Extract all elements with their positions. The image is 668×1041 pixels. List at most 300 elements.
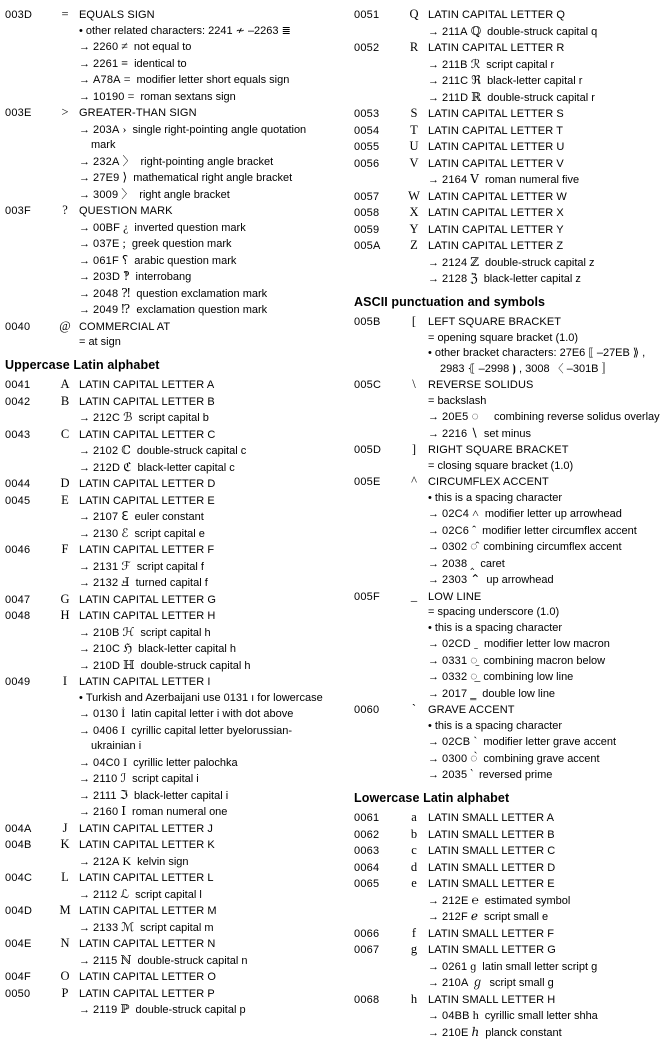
cross-ref-arrow-icon: → [79, 528, 90, 540]
character-name: LATIN CAPITAL LETTER K [79, 838, 331, 854]
cross-reference-line [5, 122, 331, 154]
bullet-icon: • [428, 492, 432, 504]
cross-ref-arrow-icon: → [79, 74, 90, 86]
cross-ref-glyph: ⁉ [121, 302, 130, 316]
informative-note-line [354, 346, 667, 377]
cross-ref-arrow-icon: → [79, 271, 90, 283]
cross-ref-code-point: 20E5 [442, 411, 469, 423]
cross-reference-line [5, 854, 331, 871]
cross-ref-glyph: ℚ [471, 24, 481, 38]
code-point: 0049 [5, 675, 51, 691]
char-entry-main-line [354, 442, 667, 459]
cross-ref-code-point: 27E9 [93, 172, 120, 184]
character-name: LOW LINE [428, 590, 667, 606]
character-glyph: I [51, 674, 79, 690]
cross-ref-arrow-icon: → [79, 660, 90, 672]
cross-ref-code-point: 00BF [93, 222, 120, 234]
cross-ref-glyph: Ⅎ [121, 575, 129, 589]
cross-reference-line [5, 187, 331, 204]
cross-ref-code-point: 2261 [93, 58, 118, 70]
code-point: 0056 [354, 157, 400, 173]
cross-reference-line [5, 953, 331, 970]
character-glyph: _ [400, 589, 428, 605]
cross-ref-code-point: 0332 [442, 671, 467, 683]
cross-ref-name: double-struck capital n [137, 955, 247, 967]
cross-ref-name: double-struck capital h [140, 660, 250, 672]
cross-ref-name: modifier letter low macron [484, 638, 610, 650]
alias-equals-icon: = [428, 460, 434, 472]
character-name: GRAVE ACCENT [428, 703, 667, 719]
cross-reference-line [5, 72, 331, 89]
cross-ref-name: single right-pointing angle quotation mark [91, 124, 306, 152]
cross-ref-arrow-icon: → [79, 790, 90, 802]
char-entry-main-line [5, 203, 331, 220]
char-entry-main-line [354, 205, 667, 222]
character-name: REVERSE SOLIDUS [428, 378, 667, 394]
char-entry-main-line [354, 156, 667, 173]
cross-ref-name: script capital m [140, 922, 213, 934]
cross-reference-line [354, 686, 667, 703]
char-entry [5, 969, 331, 986]
cross-ref-code-point: 2112 [93, 889, 117, 901]
cross-ref-arrow-icon: → [79, 445, 90, 457]
cross-ref-name: greek question mark [132, 238, 232, 250]
cross-ref-name: script capital h [140, 627, 210, 639]
cross-ref-name: cyrillic small letter shha [485, 1010, 598, 1022]
alias-equals-icon: = [428, 395, 434, 407]
cross-ref-code-point: 0300 [442, 753, 467, 765]
section-header: ASCII punctuation and symbols [354, 295, 667, 311]
character-glyph: T [400, 123, 428, 139]
cross-ref-name: identical to [134, 58, 187, 70]
char-entry-main-line [354, 992, 667, 1009]
character-glyph: D [51, 476, 79, 492]
cross-ref-code-point: 210D [93, 660, 120, 672]
cross-ref-glyph: ℨ [470, 271, 477, 285]
cross-reference-line [354, 57, 667, 74]
cross-ref-arrow-icon: → [79, 757, 90, 769]
alias-text: closing square bracket (1.0) [437, 460, 573, 472]
cross-ref-arrow-icon: → [428, 92, 439, 104]
cross-ref-code-point: 02CD [442, 638, 471, 650]
cross-reference-line [354, 975, 667, 992]
cross-ref-glyph: ℭ [123, 460, 131, 474]
cross-ref-arrow-icon: → [428, 1010, 439, 1022]
cross-ref-arrow-icon: → [428, 273, 439, 285]
cross-ref-glyph: ⁈ [121, 286, 130, 300]
char-entry-main-line [354, 827, 667, 844]
character-glyph: F [51, 542, 79, 558]
code-point: 003D [5, 8, 51, 24]
character-name: LATIN CAPITAL LETTER X [428, 206, 667, 222]
character-name: LATIN CAPITAL LETTER Y [428, 223, 667, 239]
code-point: 0057 [354, 190, 400, 206]
char-entry-main-line [5, 7, 331, 24]
char-entry [354, 860, 667, 877]
code-point: 0062 [354, 828, 400, 844]
cross-reference-line [354, 1025, 667, 1041]
note-text: other related characters: 2241 ≁ –2263 ≣ [86, 25, 291, 37]
char-entry-main-line [354, 106, 667, 123]
char-entry-main-line [354, 926, 667, 943]
character-name: LATIN CAPITAL LETTER Z [428, 239, 667, 255]
cross-ref-name: arabic question mark [134, 255, 236, 267]
cross-ref-code-point: 210B [93, 627, 120, 639]
character-name: RIGHT SQUARE BRACKET [428, 443, 667, 459]
cross-ref-name: reversed prime [479, 769, 552, 781]
code-point: 0048 [5, 609, 51, 625]
cross-reference-line [5, 559, 331, 576]
alias-equals-icon: = [79, 336, 85, 348]
char-entry [5, 608, 331, 674]
cross-ref-glyph: ⌃ [470, 572, 480, 586]
note-text: this is a spacing character [435, 720, 562, 732]
char-entry [5, 7, 331, 105]
cross-ref-name: black-letter capital r [487, 75, 582, 87]
cross-ref-arrow-icon: → [428, 638, 439, 650]
cross-ref-arrow-icon: → [79, 288, 90, 300]
char-entry [354, 189, 667, 206]
character-name: LATIN CAPITAL LETTER U [428, 140, 667, 156]
char-entry-main-line [5, 986, 331, 1003]
cross-ref-arrow-icon: → [79, 156, 90, 168]
cross-ref-glyph: ℤ [470, 255, 479, 269]
cross-ref-name: double-struck capital z [485, 257, 594, 269]
cross-ref-code-point: 04BB [442, 1010, 470, 1022]
character-name: GREATER-THAN SIGN [79, 106, 331, 122]
cross-ref-arrow-icon: → [428, 961, 439, 973]
section-header: Uppercase Latin alphabet [5, 358, 331, 374]
cross-ref-name: roman sextans sign [140, 91, 235, 103]
character-name: LATIN SMALL LETTER G [428, 943, 667, 959]
alias-equals-icon: = [428, 606, 434, 618]
cross-ref-name: modifier letter up arrowhead [485, 508, 622, 520]
char-entry-main-line [354, 314, 667, 331]
char-entry-main-line [5, 969, 331, 986]
code-point: 0059 [354, 223, 400, 239]
cross-reference-line [354, 426, 667, 443]
character-name: COMMERCIAL AT [79, 320, 331, 336]
cross-ref-code-point: 2133 [93, 922, 118, 934]
character-name: LATIN CAPITAL LETTER M [79, 904, 331, 920]
code-point: 0067 [354, 943, 400, 959]
char-entry [5, 870, 331, 903]
cross-ref-name: combining low line [483, 671, 573, 683]
cross-ref-glyph: ¿ [123, 220, 128, 234]
note-text: other bracket characters: 27E6 ⟦ –27EB ⟫ , 2983 ⦃ –2998 ⦘ , 3008 〈 –301B 〛 [435, 347, 645, 375]
char-entry [354, 442, 667, 474]
character-glyph: U [400, 139, 428, 155]
cross-reference-line [5, 887, 331, 904]
character-name: LATIN CAPITAL LETTER C [79, 428, 331, 444]
char-entry-main-line [354, 860, 667, 877]
character-glyph: L [51, 870, 79, 886]
code-point: 0063 [354, 844, 400, 860]
character-name: LATIN SMALL LETTER B [428, 828, 667, 844]
cross-ref-arrow-icon: → [428, 174, 439, 186]
cross-ref-glyph: ℙ [120, 1002, 129, 1016]
cross-ref-arrow-icon: → [79, 955, 90, 967]
cross-reference-line [5, 920, 331, 937]
char-entry-main-line [5, 377, 331, 394]
character-name: LEFT SQUARE BRACKET [428, 315, 667, 331]
character-name: LATIN CAPITAL LETTER F [79, 543, 331, 559]
cross-ref-glyph: ℎ [472, 1025, 480, 1039]
cross-reference-line [5, 788, 331, 805]
cross-ref-code-point: 211D [442, 92, 468, 104]
char-entry [5, 476, 331, 493]
cross-ref-glyph: ℋ [123, 625, 135, 639]
char-entry-main-line [5, 105, 331, 122]
character-name: LATIN CAPITAL LETTER W [428, 190, 667, 206]
cross-ref-arrow-icon: → [428, 895, 439, 907]
char-entry [354, 843, 667, 860]
cross-ref-name: modifier letter circumflex accent [482, 525, 637, 537]
cross-ref-arrow-icon: → [79, 124, 90, 136]
character-glyph: A [51, 377, 79, 393]
char-entry [5, 903, 331, 936]
character-glyph: O [51, 969, 79, 985]
code-point: 0052 [354, 41, 400, 57]
character-glyph: V [400, 156, 428, 172]
cross-ref-glyph: Ⅰ [121, 804, 126, 818]
character-glyph: M [51, 903, 79, 919]
code-point: 0041 [5, 378, 51, 394]
char-entry-main-line [354, 843, 667, 860]
code-point: 0068 [354, 993, 400, 1009]
cross-ref-glyph: ⟩ [123, 170, 128, 184]
cross-ref-glyph: ‗ [470, 686, 476, 700]
cross-ref-glyph: ℱ [121, 559, 130, 573]
informative-note-line [354, 719, 667, 735]
cross-ref-glyph: ≠ [121, 39, 128, 53]
cross-ref-name: combining reverse solidus overlay [494, 411, 660, 423]
character-glyph: P [51, 986, 79, 1002]
code-point: 005E [354, 475, 400, 491]
character-glyph: K [51, 837, 79, 853]
cross-ref-code-point: 04C0 [93, 757, 120, 769]
cross-ref-name: script capital r [486, 59, 554, 71]
cross-ref-glyph: ℐ [120, 771, 126, 785]
cross-ref-code-point: 2107 [93, 511, 118, 523]
char-entry [354, 876, 667, 926]
char-entry [354, 589, 667, 703]
character-name: LATIN SMALL LETTER C [428, 844, 667, 860]
cross-reference-line [5, 771, 331, 788]
names-list-column-right [334, 7, 668, 1041]
char-entry-main-line [5, 394, 331, 411]
character-glyph: Q [400, 7, 428, 23]
character-glyph: ` [400, 702, 428, 718]
char-entry-main-line [354, 40, 667, 57]
informative-note-line [5, 691, 331, 707]
cross-ref-arrow-icon: → [428, 411, 439, 423]
cross-ref-code-point: 2038 [442, 558, 467, 570]
cross-ref-arrow-icon: → [428, 769, 439, 781]
code-point: 0058 [354, 206, 400, 222]
char-entry [354, 377, 667, 442]
cross-ref-code-point: 203A [93, 124, 120, 136]
cross-ref-name: script small e [484, 911, 548, 923]
cross-reference-line [5, 575, 331, 592]
character-name: LATIN CAPITAL LETTER E [79, 494, 331, 510]
alias-text: opening square bracket (1.0) [437, 332, 578, 344]
char-entry-main-line [5, 542, 331, 559]
cross-reference-line [5, 154, 331, 171]
cross-ref-arrow-icon: → [79, 238, 90, 250]
cross-ref-code-point: 212C [93, 412, 120, 424]
cross-reference-line [354, 572, 667, 589]
char-entry [5, 837, 331, 870]
cross-ref-arrow-icon: → [428, 541, 439, 553]
cross-ref-glyph: ℑ [120, 788, 128, 802]
cross-ref-glyph: һ [473, 1008, 479, 1022]
cross-ref-code-point: 2132 [93, 577, 118, 589]
cross-ref-code-point: 02C4 [442, 508, 469, 520]
char-entry [354, 205, 667, 222]
character-glyph: H [51, 608, 79, 624]
cross-reference-line [5, 1002, 331, 1019]
cross-ref-name: question exclamation mark [136, 288, 267, 300]
cross-ref-glyph: ℯ [471, 909, 478, 923]
character-glyph: B [51, 394, 79, 410]
cross-reference-line [354, 636, 667, 653]
cross-ref-name: double-struck capital p [136, 1004, 246, 1016]
cross-ref-arrow-icon: → [79, 41, 90, 53]
character-name: LATIN CAPITAL LETTER G [79, 593, 331, 609]
cross-ref-glyph: ‸ [470, 556, 474, 570]
cross-ref-code-point: 2160 [93, 806, 118, 818]
char-entry-main-line [354, 123, 667, 140]
character-glyph: \ [400, 377, 428, 393]
char-entry [5, 105, 331, 203]
cross-reference-line [354, 90, 667, 107]
cross-ref-glyph: = [124, 72, 131, 86]
cross-ref-name: mathematical right angle bracket [133, 172, 292, 184]
cross-reference-line [354, 539, 667, 556]
character-glyph: = [51, 7, 79, 23]
char-entry [5, 674, 331, 821]
char-entry [354, 238, 667, 288]
cross-ref-glyph: 〉 [123, 154, 135, 168]
cross-ref-name: exclamation question mark [136, 304, 267, 316]
char-entry-main-line [354, 702, 667, 719]
char-entry [354, 156, 667, 189]
cross-ref-arrow-icon: → [79, 462, 90, 474]
char-entry-main-line [354, 876, 667, 893]
code-point: 005F [354, 590, 400, 606]
cross-ref-code-point: 210E [442, 1027, 469, 1039]
note-text: this is a spacing character [435, 622, 562, 634]
cross-ref-name: double-struck capital c [137, 445, 246, 457]
char-entry [354, 314, 667, 377]
alias-text: backslash [437, 395, 486, 407]
cross-ref-glyph: Ⅴ [470, 172, 479, 186]
code-point: 0043 [5, 428, 51, 444]
cross-ref-code-point: 210C [93, 643, 120, 655]
char-entry-main-line [5, 608, 331, 625]
cross-reference-line [354, 1008, 667, 1025]
char-entry-main-line [5, 870, 331, 887]
cross-ref-glyph: ℝ [471, 90, 481, 104]
char-entry-main-line [354, 7, 667, 24]
cross-reference-line [5, 755, 331, 772]
cross-ref-name: black-letter capital c [138, 462, 235, 474]
character-glyph: c [400, 843, 428, 859]
cross-reference-line [354, 959, 667, 976]
alias-text: at sign [88, 336, 120, 348]
code-point: 004F [5, 970, 51, 986]
cross-reference-line [5, 658, 331, 675]
character-name: LATIN SMALL LETTER D [428, 861, 667, 877]
cross-reference-line [354, 271, 667, 288]
char-entry [354, 106, 667, 123]
cross-ref-code-point: 2111 [93, 790, 117, 802]
char-entry-main-line [354, 589, 667, 606]
char-entry [354, 123, 667, 140]
cross-ref-glyph: ℒ [120, 887, 129, 901]
cross-ref-glyph: ˋ [473, 734, 477, 748]
cross-ref-code-point: 0331 [442, 655, 467, 667]
cross-ref-glyph: ɡ [470, 959, 476, 973]
cross-ref-name: latin small letter script g [482, 961, 597, 973]
cross-ref-code-point: 212A [93, 856, 120, 868]
alias-line [354, 331, 667, 347]
cross-ref-name: script capital e [135, 528, 205, 540]
code-point: 004B [5, 838, 51, 854]
cross-ref-glyph: ℛ [471, 57, 481, 71]
cross-ref-name: modifier letter short equals sign [137, 74, 290, 86]
cross-ref-arrow-icon: → [79, 255, 90, 267]
character-glyph: ? [51, 203, 79, 219]
character-glyph: Z [400, 238, 428, 254]
char-entry-main-line [354, 189, 667, 206]
code-point: 004A [5, 822, 51, 838]
code-point: 0047 [5, 593, 51, 609]
cross-ref-code-point: 212E [442, 895, 469, 907]
character-glyph: S [400, 106, 428, 122]
cross-ref-name: double-struck capital q [487, 26, 597, 38]
code-point: 0050 [5, 987, 51, 1003]
character-name: LATIN CAPITAL LETTER B [79, 395, 331, 411]
cross-ref-glyph: ˆ [472, 523, 476, 537]
cross-ref-glyph: ℍ [123, 658, 134, 672]
cross-ref-arrow-icon: → [428, 753, 439, 765]
cross-reference-line [5, 526, 331, 543]
char-entry [5, 394, 331, 427]
char-entry [5, 936, 331, 969]
cross-reference-line [5, 460, 331, 477]
cross-reference-line [5, 286, 331, 303]
cross-ref-glyph: › [123, 122, 127, 136]
cross-ref-code-point: 203D [93, 271, 120, 283]
cross-ref-arrow-icon: → [79, 189, 90, 201]
cross-ref-arrow-icon: → [428, 525, 439, 537]
character-name: LATIN CAPITAL LETTER V [428, 157, 667, 173]
cross-ref-name: inverted question mark [134, 222, 245, 234]
cross-ref-arrow-icon: → [428, 1027, 439, 1039]
cross-ref-arrow-icon: → [428, 671, 439, 683]
cross-ref-name: script capital i [132, 773, 199, 785]
cross-ref-code-point: 2130 [93, 528, 118, 540]
note-text: Turkish and Azerbaijani use 0131 ı for lowercase [86, 692, 323, 704]
character-glyph: X [400, 205, 428, 221]
cross-ref-code-point: 2124 [442, 257, 467, 269]
cross-reference-line [5, 625, 331, 642]
code-point: 0045 [5, 494, 51, 510]
code-point: 003E [5, 106, 51, 122]
cross-ref-code-point: 2119 [93, 1004, 117, 1016]
